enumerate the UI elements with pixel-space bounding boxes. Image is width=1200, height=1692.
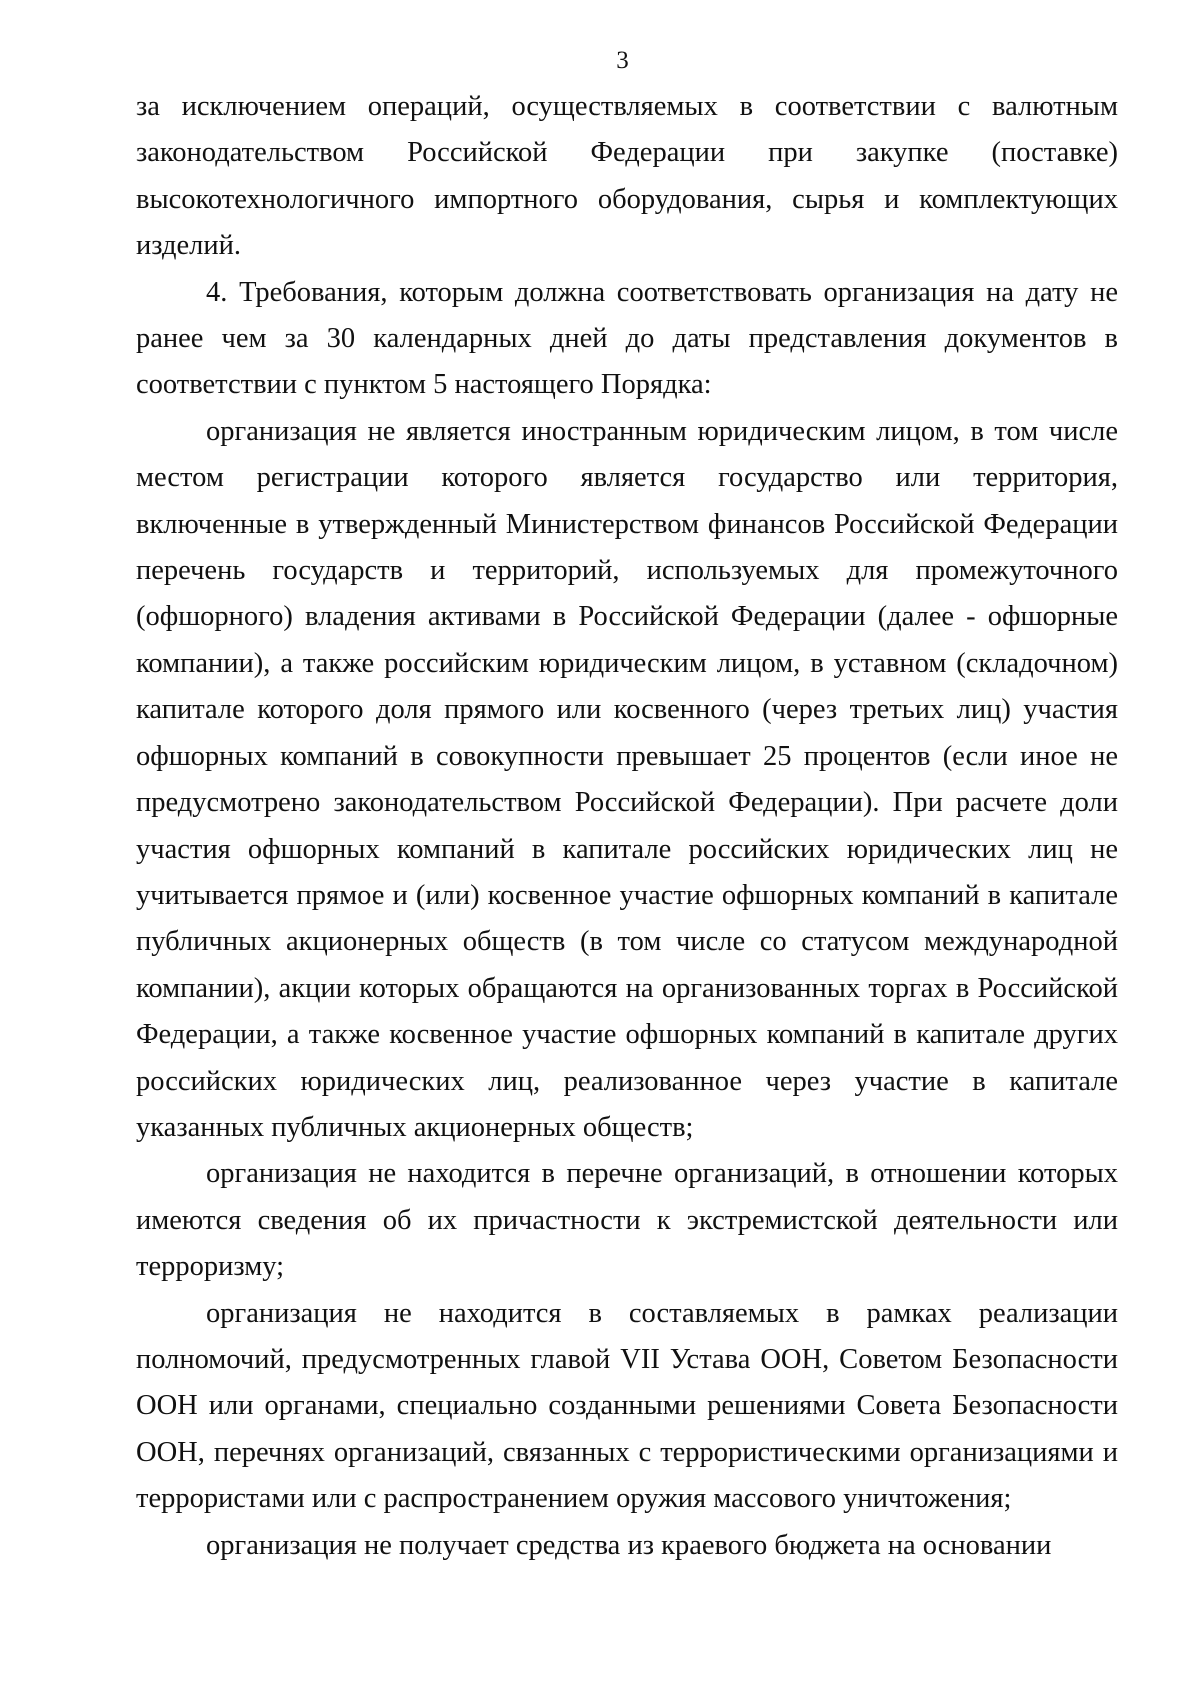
paragraph-requirements-intro: 4. Требования, которым должна соответствовать организация на дату не ранее чем за 30 календарных дней до даты представления документов в соответствии с пунктом 5 настоящего Порядка: <box>136 276 1118 401</box>
document-body <box>136 84 1118 1569</box>
paragraph-continuation-currency-exception: за исключением операций, осуществляемых в соответствии с валютным законодательством Российской Федерации при закупке (поставке) высокотехнологичного импортного оборудования, сырья и комплектующих изделий. <box>136 91 1118 262</box>
paragraph-regional-budget-requirement: организация не получает средства из краевого бюджета на основании <box>206 1529 1052 1561</box>
paragraph-un-sanctions-requirement: организация не находится в составляемых в рамках реализации полномочий, предусмотренных главой VII Устава ООН, Советом Безопасности ООН или органами, специально созданными решениями Совета Безопасности ООН, перечнях организаций, связанных с террористическими организациями и террористами или с распространением оружия массового уничтожения; <box>136 1297 1118 1515</box>
paragraph-extremism-requirement: организация не находится в перечне организаций, в отношении которых имеются сведения об их причастности к экстремистской деятельности или терроризму; <box>136 1158 1118 1283</box>
paragraph-offshore-requirement: организация не является иностранным юридическим лицом, в том числе местом регистрации которого является государство или территория, включенные в утвержденный Министерством финансов Российской Федерации перечень государств и территорий, используемых для промежуточного (офшорного) владения активами в Российской Федерации (далее - офшорные компании), а также российским юридическим лицом, в уставном (складочном) капитале которого доля прямого или косвенного (через третьих лиц) участия офшорных компаний в совокупности превышает 25 процентов (если иное не предусмотрено законодательством Российской Федерации). При расчете доли участия офшорных компаний в капитале российских юридических лиц не учитывается прямое и (или) косвенное участие офшорных компаний в капитале публичных акционерных обществ (в том числе со статусом международной компании), акции которых обращаются на организованных торгах в Российской Федерации, а также косвенное участие офшорных компаний в капитале других российских юридических лиц, реализованное через участие в капитале указанных публичных акционерных обществ; <box>136 415 1118 1143</box>
page-number: 3 <box>616 47 629 74</box>
